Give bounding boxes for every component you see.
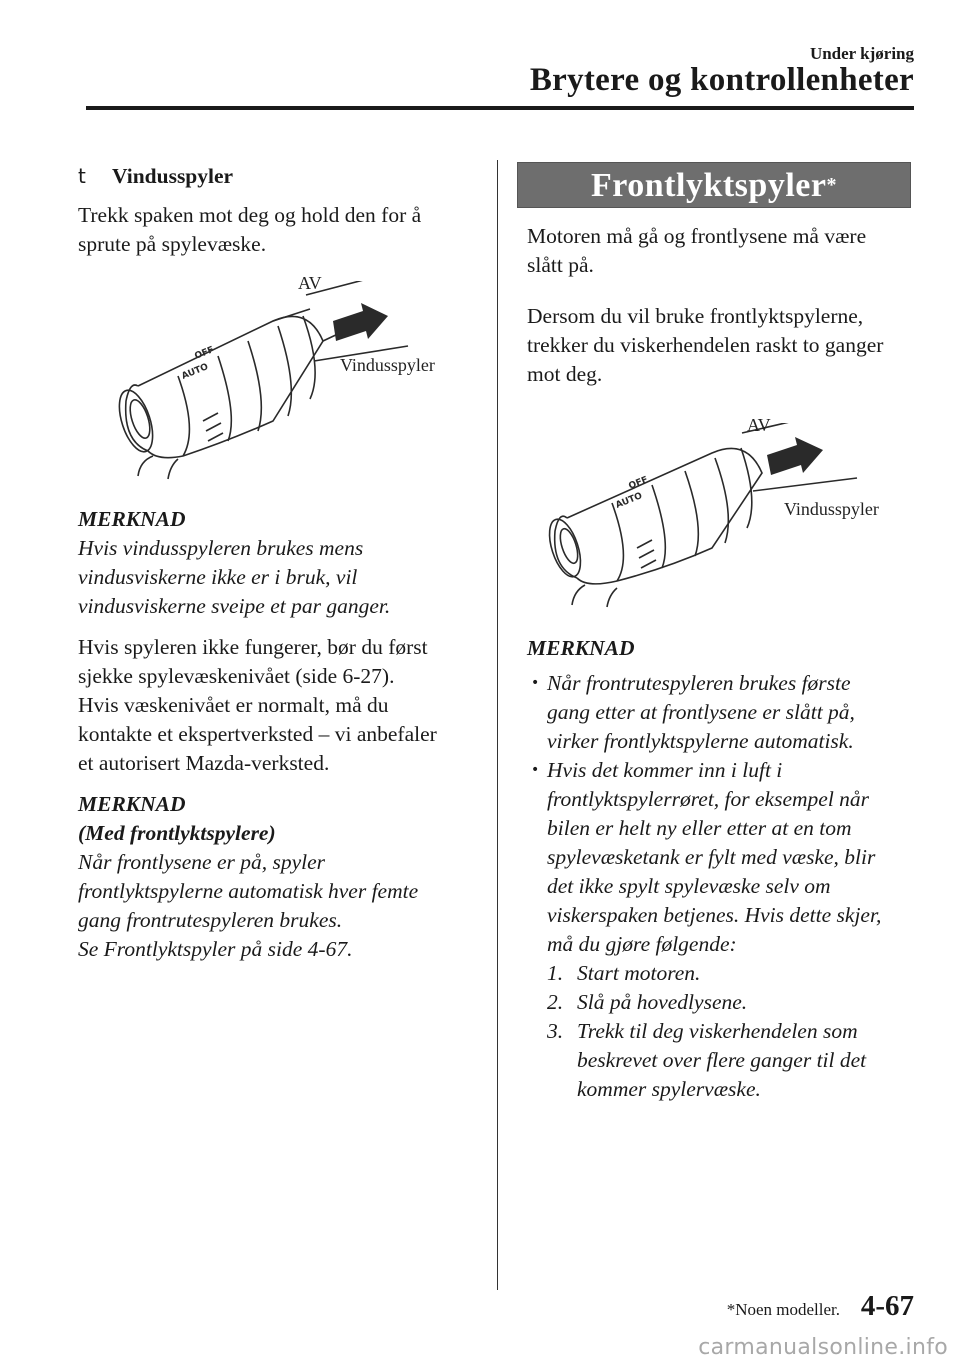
note-line: frontlyktspylerne automatisk hver femte bbox=[78, 879, 419, 903]
bullet-line: bilen er helt ny eller etter at en tom bbox=[547, 816, 852, 840]
page-number: 4-67 bbox=[860, 1290, 914, 1322]
lever-figure-left bbox=[78, 273, 473, 481]
step-number: 3. bbox=[547, 1019, 564, 1043]
para-line: sjekke spylevæskenivået (side 6-27). bbox=[78, 664, 395, 688]
lever-off-text: OFF bbox=[627, 475, 650, 492]
bullet-line: gang etter at frontlysene er slått på, bbox=[547, 700, 855, 724]
list-item bbox=[527, 756, 917, 1104]
step-item bbox=[547, 959, 917, 988]
header-rule bbox=[86, 106, 914, 110]
bullet-line: viskerspaken betjenes. Hvis dette skjer, bbox=[547, 903, 882, 927]
footnote: *Noen modeller. bbox=[726, 1300, 840, 1319]
note-line: vindusviskerne ikke er i bruk, vil bbox=[78, 565, 358, 589]
lever-off-text: OFF bbox=[193, 345, 216, 362]
section-heading bbox=[78, 162, 473, 191]
lever-auto-text: AUTO bbox=[614, 491, 644, 511]
header-section: Under kjøring bbox=[809, 44, 914, 63]
step-item bbox=[547, 988, 917, 1017]
intro-line: Trekk spaken mot deg og hold den for å bbox=[78, 203, 422, 227]
requirement-paragraph bbox=[527, 222, 917, 280]
banner-title: Frontlyktspyler bbox=[591, 166, 827, 204]
step-line: Trekk til deg viskerhendelen som bbox=[577, 1019, 858, 1043]
section-banner bbox=[517, 162, 911, 208]
wiper-lever-illustration bbox=[78, 281, 473, 481]
para-line: trekker du viskerhendelen raskt to ganger bbox=[527, 333, 884, 357]
left-column bbox=[78, 162, 473, 964]
intro-line: sprute på spylevæske. bbox=[78, 232, 267, 256]
para-line: Hvis spyleren ikke fungerer, bør du først bbox=[78, 635, 428, 659]
para-line: et autorisert Mazda-verksted. bbox=[78, 751, 330, 775]
check-paragraph bbox=[78, 633, 473, 778]
bullet-line: må du gjøre følgende: bbox=[547, 932, 737, 956]
intro-paragraph bbox=[78, 201, 473, 259]
step-number: 2. bbox=[547, 990, 564, 1014]
note-subtitle: (Med frontlyktspylere) bbox=[78, 821, 276, 845]
lever-figure-right bbox=[527, 415, 917, 608]
step-line: kommer spylervæske. bbox=[577, 1077, 761, 1101]
lever-auto-text: AUTO bbox=[180, 362, 210, 382]
bullet-line: Når frontrutespyleren brukes første bbox=[547, 671, 851, 695]
label-vindusspyler: Vindusspyler bbox=[340, 355, 435, 375]
step-number: 1. bbox=[547, 961, 564, 985]
heading-bullet: t bbox=[78, 164, 86, 188]
para-line: mot deg. bbox=[527, 362, 603, 386]
bullet-line: frontlyktspylerrøret, for eksempel når bbox=[547, 787, 870, 811]
note-line: gang frontrutespyleren brukes. bbox=[78, 908, 343, 932]
para-line: kontakte et ekspertverksted – vi anbefaler bbox=[78, 722, 437, 746]
bullet-line: virker frontlyktspylerne automatisk. bbox=[547, 729, 854, 753]
para-line: Dersom du vil bruke frontlyktspylerne, bbox=[527, 304, 864, 328]
step-line: beskrevet over flere ganger til det bbox=[577, 1048, 867, 1072]
column-divider bbox=[497, 160, 498, 1290]
bullet-line: Hvis det kommer inn i luft i bbox=[547, 758, 783, 782]
para-line: Motoren må gå og frontlysene må være bbox=[527, 224, 867, 248]
heading-text: Vindusspyler bbox=[112, 164, 234, 188]
operation-paragraph bbox=[527, 302, 917, 389]
note-line: Hvis vindusspyleren brukes mens bbox=[78, 536, 364, 560]
note-line: Se Frontlyktspyler på side 4-67. bbox=[78, 937, 353, 961]
step-item bbox=[547, 1017, 917, 1104]
steps-list bbox=[547, 959, 917, 1104]
label-av: AV bbox=[747, 415, 771, 435]
note-line: vindusviskerne sveipe et par ganger. bbox=[78, 594, 391, 618]
note-title: MERKNAD bbox=[78, 792, 186, 816]
step-line: Slå på hovedlysene. bbox=[577, 990, 748, 1014]
note-title: MERKNAD bbox=[527, 636, 635, 660]
note-1 bbox=[78, 505, 473, 621]
bullet-icon: • bbox=[531, 675, 540, 691]
banner-asterisk: * bbox=[826, 173, 837, 196]
list-item bbox=[527, 669, 917, 756]
note-3 bbox=[527, 634, 917, 1104]
header-title: Brytere og kontrollenheter bbox=[529, 62, 914, 98]
para-line: slått på. bbox=[527, 253, 594, 277]
note-line: Når frontlysene er på, spyler bbox=[78, 850, 326, 874]
pull-arrow-icon bbox=[333, 303, 388, 341]
note-title: MERKNAD bbox=[78, 507, 186, 531]
label-vindusspyler: Vindusspyler bbox=[784, 499, 879, 519]
bullet-line: det ikke spylt spylevæske selv om bbox=[547, 874, 831, 898]
note-bullet-list bbox=[527, 669, 917, 1104]
right-column bbox=[527, 162, 917, 1104]
watermark: carmanualsonline.info bbox=[698, 1335, 948, 1360]
pull-arrow-icon bbox=[767, 437, 823, 475]
note-2 bbox=[78, 790, 473, 964]
para-line: Hvis væskenivået er normalt, må du bbox=[78, 693, 389, 717]
bullet-line: spylevæsketank er fylt med væske, blir bbox=[547, 845, 876, 869]
step-line: Start motoren. bbox=[577, 961, 701, 985]
bullet-icon: • bbox=[531, 762, 540, 778]
label-av: AV bbox=[298, 273, 322, 293]
